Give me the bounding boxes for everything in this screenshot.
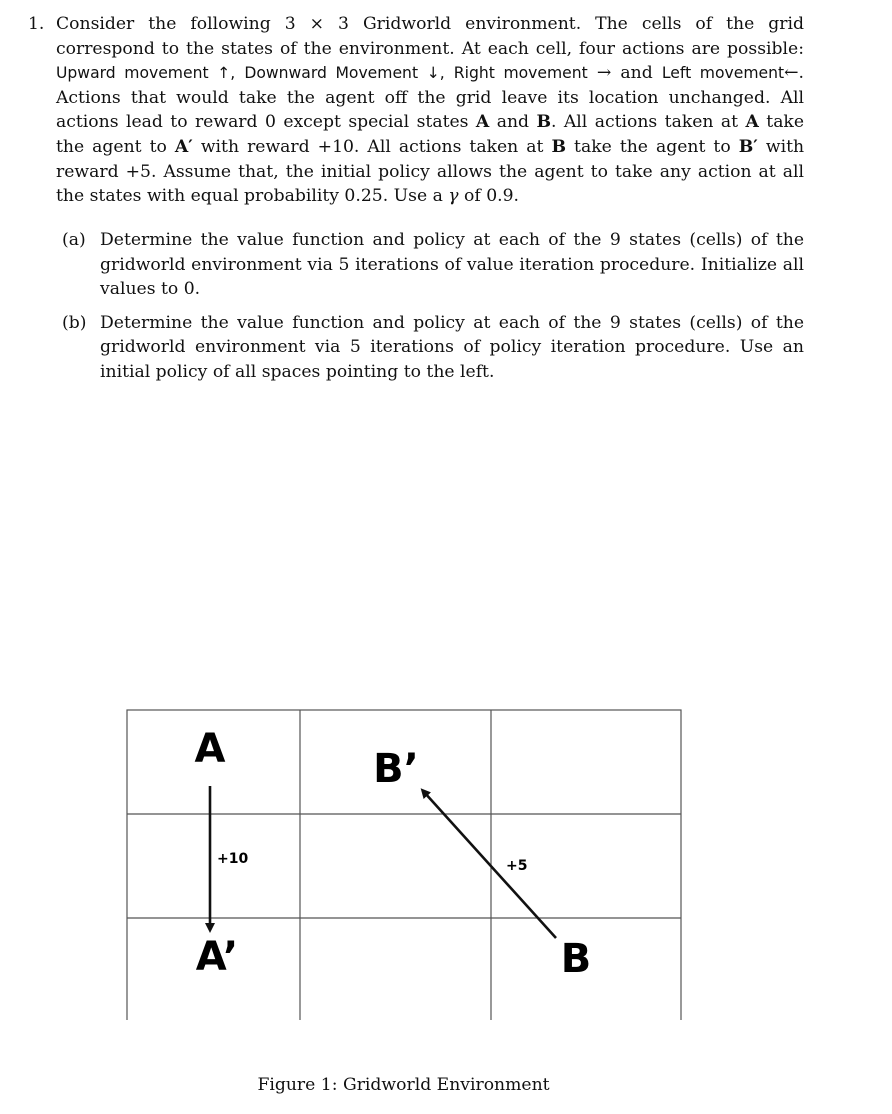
right-arrow: → [596, 63, 612, 84]
gamma-symbol: γ [448, 186, 459, 207]
reward-a-label: +10 [217, 851, 249, 867]
reward-a-text: with reward +10. All actions taken at [200, 136, 544, 157]
problem-1 [28, 12, 804, 209]
label-b-prime: B’ [373, 746, 419, 792]
label-a-prime: A’ [195, 934, 239, 980]
intro-text: Consider the following 3 × 3 Gridworld environment. The cells of the grid correspond to the states of the environment. At each cell, four actions are possible: [56, 14, 804, 59]
problem-number: 1. [28, 14, 45, 34]
part-a-text: Determine the value function and policy at each of the 9 states (cells) of the gridworld environment via 5 iterations of value iteration procedure. Initialize all values to 0. [100, 230, 804, 300]
action-down: Downward Movement ↓, [244, 64, 445, 83]
part-b [62, 311, 804, 385]
gridworld-figure [0, 700, 892, 1020]
gamma-tail: of 0.9. [464, 186, 520, 207]
sub-questions [62, 228, 804, 394]
at-a-sentence: . All actions taken at [551, 112, 739, 133]
reward-b-text: with reward +5. Assume that, the initial policy allows the agent to take any action at all the states with equal probability 0.25. Use a [56, 136, 805, 207]
state-b-ref: B [551, 136, 566, 157]
state-a-prime: A′ [174, 136, 193, 157]
part-a [62, 228, 804, 302]
problem-statement [56, 12, 804, 209]
state-b-prime: B′ [738, 136, 758, 157]
left-arrow: ←. [784, 63, 804, 84]
part-b-label: (b) [62, 312, 87, 333]
reward-b-label: +5 [506, 858, 528, 874]
label-a: A [194, 726, 226, 772]
action-left: Left movement [661, 64, 785, 83]
label-b: B [560, 936, 592, 982]
figure-caption: Figure 1: Gridworld Environment [257, 1075, 550, 1095]
rewards-sentence: All actions lead to reward 0 except special states [56, 87, 805, 133]
action-up: Upward movement ↑, [56, 64, 236, 83]
part-a-label: (a) [62, 230, 86, 250]
state-b: B [536, 112, 551, 133]
offgrid-sentence: Actions that would take the agent off the grid leave its location unchanged. [56, 87, 771, 108]
state-a: A [475, 112, 490, 133]
take-agent-to: take the agent to [56, 112, 805, 157]
take-agent-to-2: take the agent to [574, 136, 731, 157]
part-b-text: Determine the value function and policy at each of the 9 states (cells) of the gridworld environment via 5 iterations of policy iteration procedure. Use an initial policy of all spaces pointing to the left. [100, 312, 804, 382]
state-a-ref: A [745, 112, 759, 133]
and-word: and [620, 63, 653, 84]
action-right: Right movement [453, 64, 588, 83]
and-word-2: and [496, 112, 530, 133]
